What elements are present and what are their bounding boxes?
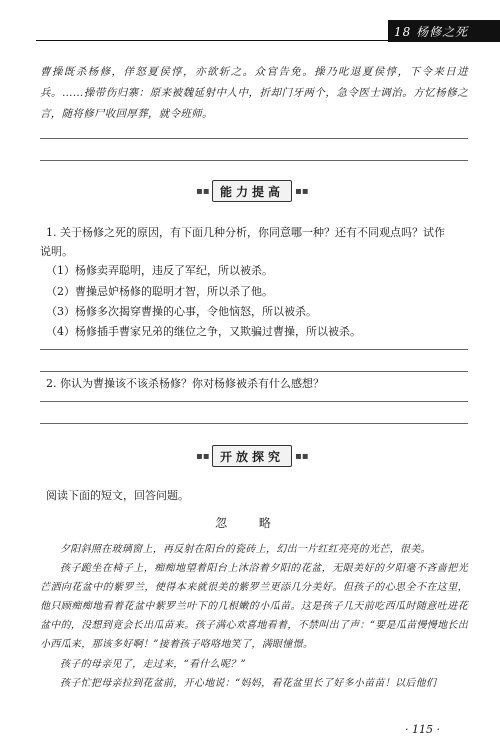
answer-line <box>40 423 468 424</box>
decorative-marks: ▪▪ <box>295 186 309 197</box>
page-number: · 115 · <box>405 723 440 736</box>
chapter-header <box>388 20 500 42</box>
passage-paragraph-1: 夕阳斜照在玻璃窗上，再反射在阳台的瓷砖上，幻出一片红红亮亮的光芒，很美。 <box>60 544 431 555</box>
header-rule <box>36 40 500 41</box>
answer-line <box>40 138 468 139</box>
decorative-marks: ▪▪ <box>196 451 210 462</box>
answer-line <box>40 401 468 402</box>
section-title-explore: 开放探究 <box>212 445 292 467</box>
answer-line <box>40 160 468 161</box>
decorative-marks: ▪▪ <box>295 451 309 462</box>
passage-paragraph-4: 孩子忙把母亲拉到花盆前，开心地说：“妈妈，看花盆里长了好多小苗苗！以后他们 <box>60 678 437 689</box>
answer-line <box>40 371 468 372</box>
decorative-marks: ▪▪ <box>196 186 210 197</box>
passage-paragraph-2: 孩子跪坐在椅子上，痴痴地望着阳台上沐浴着夕阳的花盆，无限美好的夕阳毫不吝啬把光芒洒向花盆中的紫罗兰，使得本来就很美的紫罗兰更添几分美好。但孩子的心思全不在这里，他只顾痴痴地看着花盆中紫罗兰叶下的几根嫩的小瓜苗。这是孩子几天前吃西瓜时随意吐进花盆中的，没想到竟会长出瓜苗来。孩子满心欢喜地看着，不禁叫出了声：“要是瓜苗慢慢地长出小西瓜来，那该多好啊！”接着孩子咯咯地笑了，满眼憧憬。 <box>40 563 468 650</box>
instruction: 阅读下面的短文，回答问题。 <box>46 489 189 502</box>
option-2: （2）曹操忌妒杨修的聪明才智，所以杀了他。 <box>46 285 273 298</box>
intro-paragraph: 曹操既杀杨修，佯怒夏侯惇，亦欲斩之。众官告免。操乃叱退夏侯惇，下令来日进兵。……操带伤归寨：原来被魏延射中人中，折却门牙两个，急令医士调治。方忆杨修之言，随将修尸收回厚葬，就令班师。 <box>40 66 468 120</box>
passage-title: 忽 略 <box>215 516 285 530</box>
question-1: 1. 关于杨修之死的原因，有下面几种分析，你同意哪一种？还有不同观点吗？试作 <box>46 226 445 239</box>
section-title-ability: 能力提高 <box>212 180 292 202</box>
option-3: （3）杨修多次揭穿曹操的心事，令他恼怒，所以被杀。 <box>46 305 317 318</box>
option-1: （1）杨修卖弄聪明，违反了军纪，所以被杀。 <box>46 264 273 277</box>
passage-paragraph-3: 孩子的母亲见了，走过来，“看什么呢？” <box>60 659 246 670</box>
question-1-continued: 说明。 <box>40 245 73 258</box>
option-4: （4）杨修插手曹家兄弟的继位之争，又欺骗过曹操，所以被杀。 <box>46 325 361 338</box>
question-2: 2. 你认为曹操该不该杀杨修？你对杨修被杀有什么感想？ <box>46 377 324 390</box>
chapter-title: 18 杨修之死 <box>394 24 469 39</box>
answer-line <box>40 349 468 350</box>
